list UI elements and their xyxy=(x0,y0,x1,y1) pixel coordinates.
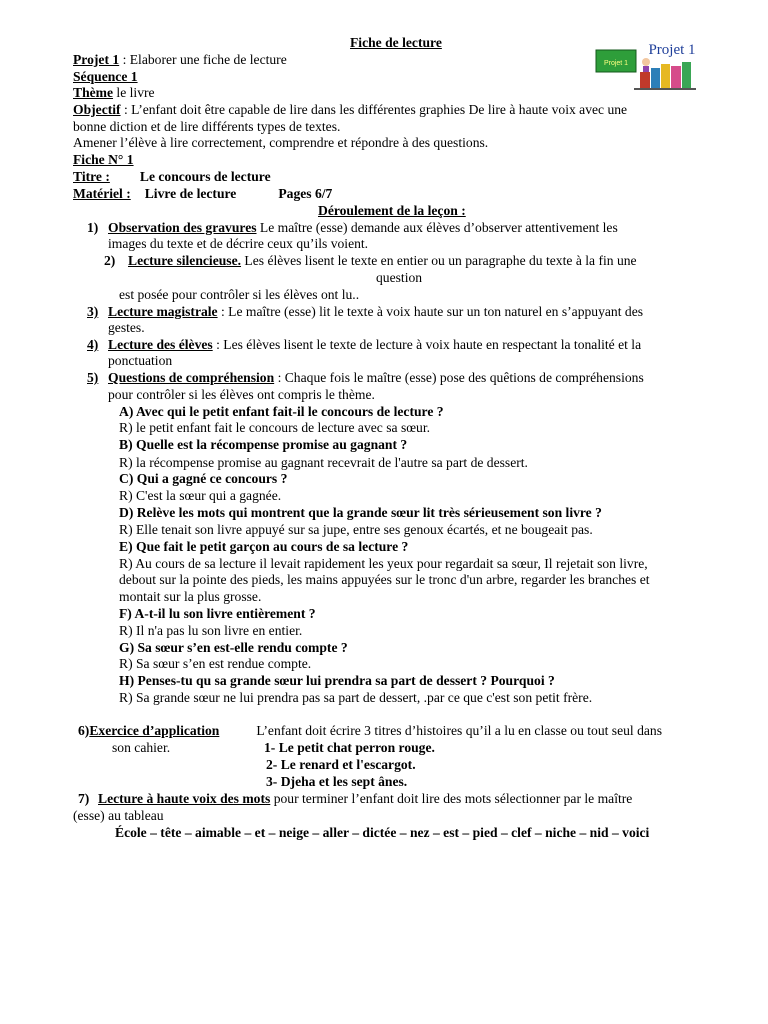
step-3 xyxy=(87,304,643,320)
lecture-mots-line xyxy=(78,791,632,807)
question-g: G) Sa sœur s’en est-elle rendu compte ? xyxy=(119,640,348,655)
objectif-line-3: Amener l’élève à lire correctement, comprendre et répondre à des questions. xyxy=(73,135,489,150)
question-c: C) Qui a gagné ce concours ? xyxy=(119,471,288,486)
fiche-label: Fiche N° 1 xyxy=(73,152,134,167)
exercice-text: L’enfant doit écrire 3 titres d’histoires qu’il a lu en classe ou tout seul dans xyxy=(256,723,663,738)
answer-h: R) Sa grande sœur ne lui prendra pas sa part de dessert, .par ce que c'est son petit frère. xyxy=(119,690,593,705)
pages-text: Pages 6/7 xyxy=(278,186,333,201)
word-list: École – tête – aimable – et – neige – aller – dictée – nez – est – pied – clef – niche – nid – voici xyxy=(115,825,650,840)
exercice-line-2: son cahier. xyxy=(112,740,171,755)
objectif-text: : L’enfant doit être capable de lire dans les différentes graphies De lire à haute voix avec une xyxy=(120,102,628,117)
objectif-line-2: bonne diction et de lire différents types de textes. xyxy=(73,119,341,134)
projet-label: Projet 1 xyxy=(73,52,120,67)
step-5 xyxy=(87,370,644,386)
step-5-label: Questions de compréhension xyxy=(108,370,275,385)
step-3-line-2: gestes. xyxy=(108,320,145,335)
projet-logo-image xyxy=(594,38,706,90)
step-1-line-2: images du texte et de décrire ceux qu’ils voient. xyxy=(108,236,369,251)
answer-e-line-2: debout sur la pointe des pieds, les mains appuyées sur le tronc d'un arbre, regarder les branches et xyxy=(119,572,650,587)
answer-c: R) C'est la sœur qui a gagnée. xyxy=(119,488,282,503)
step-2-label: Lecture silencieuse. xyxy=(128,253,242,268)
step-2-line-3: est posée pour contrôler si les élèves ont lu.. xyxy=(119,287,360,302)
lecture-mots-text: pour terminer l’enfant doit lire des mots sélectionner par le maître xyxy=(270,791,633,806)
theme-line xyxy=(73,85,155,101)
question-d: D) Relève les mots qui montrent que la grande sœur lit très sérieusement son livre ? xyxy=(119,505,602,520)
lecture-mots-line-2: (esse) au tableau xyxy=(73,808,164,823)
lecture-mots-num: 7) xyxy=(78,791,90,806)
answer-e-line-3: montait sur la plus grosse. xyxy=(119,589,262,604)
materiel-line xyxy=(73,186,332,202)
answer-g: R) Sa sœur s’en est rendue compte. xyxy=(119,656,312,671)
step-2-text: Les élèves lisent le texte en entier ou un paragraphe du texte à la fin une xyxy=(241,253,637,268)
sequence-label: Séquence 1 xyxy=(73,69,138,84)
objectif-line xyxy=(73,102,627,118)
exercice-num: 6) xyxy=(78,723,90,738)
step-3-num: 3) xyxy=(87,304,99,319)
step-2-line-2: question xyxy=(376,270,423,285)
step-5-line-2: pour contrôler si les élèves ont compris le thème. xyxy=(108,387,375,402)
step-4-label: Lecture des élèves xyxy=(108,337,213,352)
step-5-text: : Chaque fois le maître (esse) pose des quêtions de compréhensions xyxy=(274,370,644,385)
materiel-label: Matériel : xyxy=(73,186,131,201)
step-1 xyxy=(87,220,618,236)
answer-a: R) le petit enfant fait le concours de lecture avec sa sœur. xyxy=(119,420,431,435)
answer-d: R) Elle tenait son livre appuyé sur sa jupe, entre ses genoux écartés, et ne bougeait pas. xyxy=(119,522,593,537)
logo-small-label: Projet 1 xyxy=(603,60,629,67)
step-4-line-2: ponctuation xyxy=(108,353,173,368)
step-1-label: Observation des gravures xyxy=(108,220,257,235)
titre-text: Le concours de lecture xyxy=(139,169,271,184)
question-a: A) Avec qui le petit enfant fait-il le concours de lecture ? xyxy=(119,404,444,419)
exercice-title-2: 2- Le renard et l'escargot. xyxy=(266,757,416,772)
titre-line xyxy=(73,169,271,185)
theme-label: Thème xyxy=(73,85,114,100)
step-4-num: 4) xyxy=(87,337,99,352)
materiel-text: Livre de lecture xyxy=(144,186,237,201)
deroulement-title: Déroulement de la leçon : xyxy=(318,203,466,218)
step-1-text: Le maître (esse) demande aux élèves d’observer attentivement les xyxy=(256,220,618,235)
exercice-title-3: 3- Djeha et les sept ânes. xyxy=(266,774,408,789)
question-h: H) Penses-tu qu sa grande sœur lui prendra sa part de dessert ? Pourquoi ? xyxy=(119,673,555,688)
exercice-label: Exercice d’application xyxy=(89,723,220,738)
logo-label: Projet 1 xyxy=(648,42,696,58)
step-4 xyxy=(87,337,641,353)
theme-text: le livre xyxy=(113,85,155,100)
question-b: B) Quelle est la récompense promise au gagnant ? xyxy=(119,437,408,452)
step-2 xyxy=(104,253,637,269)
titre-label: Titre : xyxy=(73,169,110,184)
step-3-text: : Le maître (esse) lit le texte à voix haute sur un ton naturel en s’appuyant des xyxy=(217,304,644,319)
answer-f: R) Il n'a pas lu son livre en entier. xyxy=(119,623,303,638)
exercice-title-1: 1- Le petit chat perron rouge. xyxy=(264,740,435,755)
step-3-label: Lecture magistrale xyxy=(108,304,218,319)
step-2-num: 2) xyxy=(104,253,116,268)
lecture-mots-label: Lecture à haute voix des mots xyxy=(98,791,271,806)
exercice-line xyxy=(78,723,662,739)
question-e: E) Que fait le petit garçon au cours de sa lecture ? xyxy=(119,539,409,554)
answer-e: R) Au cours de sa lecture il levait rapidement les yeux pour regardait sa sœur, Il rejetait son livre, xyxy=(119,556,648,571)
page-title: Fiche de lecture xyxy=(350,35,442,50)
objectif-label: Objectif xyxy=(73,102,121,117)
step-4-text: : Les élèves lisent le texte de lecture à voix haute en respectant la tonalité et la xyxy=(212,337,642,352)
step-5-num: 5) xyxy=(87,370,99,385)
projet-text: : Elaborer une fiche de lecture xyxy=(119,52,287,67)
answer-b: R) la récompense promise au gagnant recevrait de l'autre sa part de dessert. xyxy=(119,455,528,470)
projet-line xyxy=(73,52,287,68)
step-1-num: 1) xyxy=(87,220,99,235)
question-f: F) A-t-il lu son livre entièrement ? xyxy=(119,606,316,621)
